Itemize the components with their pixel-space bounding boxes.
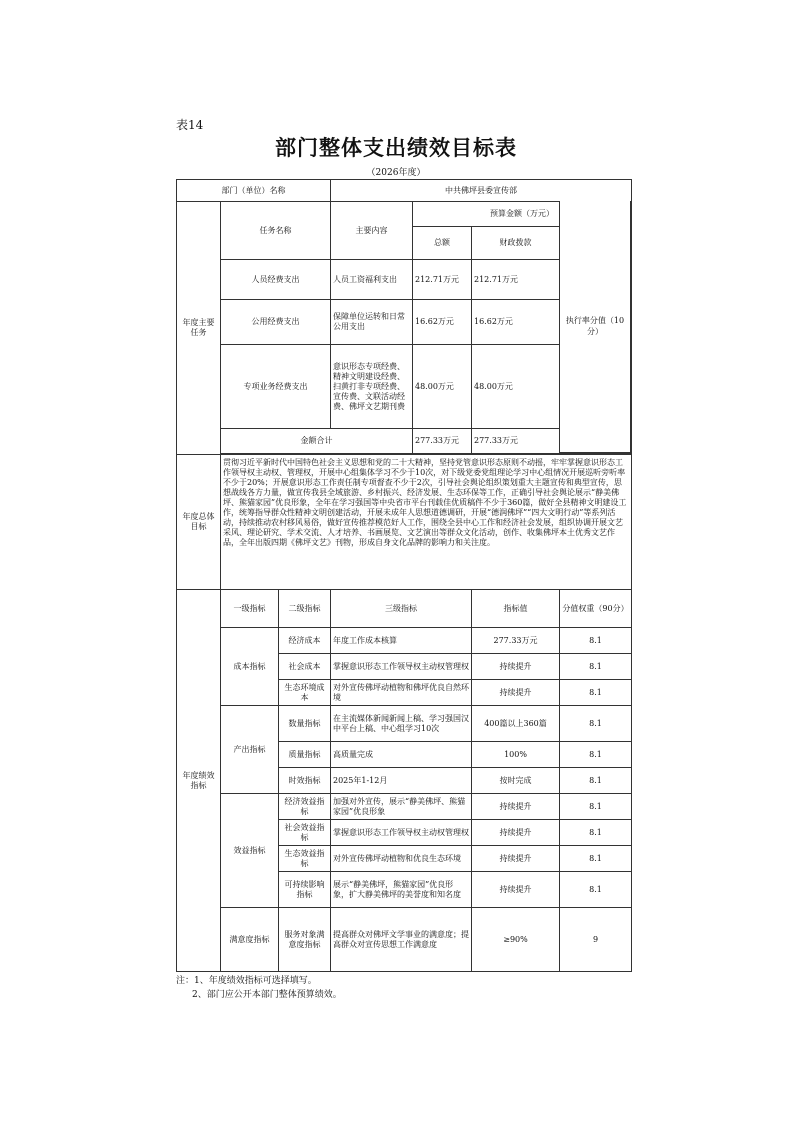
indicator-value: 持续提升 — [472, 794, 560, 820]
indicator-weight: 8.1 — [560, 872, 632, 908]
level3-text: 掌握意识形态工作领导权主动权管理权 — [331, 654, 472, 680]
indicator-row — [177, 628, 632, 654]
level2-label: 时效指标 — [279, 768, 331, 794]
indicator-weight: 8.1 — [560, 680, 632, 706]
level1-label: 满意度指标 — [221, 908, 279, 972]
task-fiscal: 212.71万元 — [472, 260, 560, 300]
sum-total: 277.33万元 — [413, 429, 472, 454]
overall-goal-row — [177, 455, 632, 590]
task-name-header: 任务名称 — [221, 202, 331, 260]
task-total: 48.00万元 — [413, 345, 472, 429]
indicator-weight: 8.1 — [560, 654, 632, 680]
task-total: 16.62万元 — [413, 300, 472, 345]
value-header: 指标值 — [472, 590, 560, 628]
indicator-value: 100% — [472, 742, 560, 768]
indicator-value: 按时完成 — [472, 768, 560, 794]
indicator-value: 持续提升 — [472, 872, 560, 908]
page-title: 部门整体支出绩效目标表 — [275, 135, 517, 160]
indicator-weight: 8.1 — [560, 742, 632, 768]
sum-label: 金额合计 — [221, 429, 413, 454]
indicator-value: 持续提升 — [472, 846, 560, 872]
indicator-value: 277.33万元 — [472, 628, 560, 654]
indicator-row — [177, 908, 632, 972]
indicator-weight: 8.1 — [560, 768, 632, 794]
indicator-weight: 9 — [560, 908, 632, 972]
level2-label: 可持续影响指标 — [279, 872, 331, 908]
level3-text: 加强对外宣传，展示“静美佛坪、熊猫家园”优良形象 — [331, 794, 472, 820]
task-content: 保障单位运转和日常公用支出 — [331, 300, 413, 345]
level2-label: 数量指标 — [279, 706, 331, 742]
level3-text: 掌握意识形态工作领导权主动权管理权 — [331, 820, 472, 846]
overall-goal-label: 年度总体目标 — [177, 455, 221, 590]
level1-label: 产出指标 — [221, 706, 279, 794]
level1-label: 成本指标 — [221, 628, 279, 706]
table-number-label: 表14 — [176, 118, 204, 132]
level2-label: 服务对象满意度指标 — [279, 908, 331, 972]
task-name: 公用经费支出 — [221, 300, 331, 345]
level2-label: 生态环境成本 — [279, 680, 331, 706]
indicator-value: 持续提升 — [472, 654, 560, 680]
level2-label: 经济成本 — [279, 628, 331, 654]
performance-section-label: 年度绩效指标 — [177, 590, 221, 972]
task-fiscal: 48.00万元 — [472, 345, 560, 429]
dept-label: 部门（单位）名称 — [177, 180, 331, 202]
indicator-value: 持续提升 — [472, 680, 560, 706]
level3-text: 在主流媒体新闻新闻上稿、学习强国汉中平台上稿、中心组学习10次 — [331, 706, 472, 742]
level2-label: 生态效益指标 — [279, 846, 331, 872]
dept-row — [177, 180, 632, 202]
level3-header: 三级指标 — [331, 590, 472, 628]
sum-fiscal: 277.33万元 — [472, 429, 560, 454]
level2-label: 社会成本 — [279, 654, 331, 680]
performance-header-row — [177, 590, 632, 628]
indicator-row — [177, 706, 632, 742]
indicator-value: ≥90% — [472, 908, 560, 972]
notes — [176, 974, 342, 1002]
level3-text: 高质量完成 — [331, 742, 472, 768]
indicator-value: 400篇以上360篇 — [472, 706, 560, 742]
level2-label: 质量指标 — [279, 742, 331, 768]
level3-text: 展示“静美佛坪，熊猫家园”优良形象，扩大静美佛坪的美誉度和知名度 — [331, 872, 472, 908]
budget-total-header: 总额 — [413, 227, 472, 260]
budget-fiscal-header: 财政拨款 — [472, 227, 560, 260]
task-total: 212.71万元 — [413, 260, 472, 300]
weight-header: 分值权重（90分） — [560, 590, 632, 628]
level3-text: 2025年1-12月 — [331, 768, 472, 794]
indicator-weight: 8.1 — [560, 628, 632, 654]
tasks-section-label: 年度主要任务 — [177, 202, 221, 455]
level1-header: 一级指标 — [221, 590, 279, 628]
budget-header: 预算金额（万元） — [413, 202, 632, 227]
level2-header: 二级指标 — [279, 590, 331, 628]
dept-value: 中共佛坪县委宣传部 — [331, 180, 632, 202]
overall-goal-text: 贯彻习近平新时代中国特色社会主义思想和党的二十大精神，坚持党管意识形态原则不动摇，牢牢掌握意识形态工作领导权主动权、管理权，开展中心组集体学习不少于10次，对下级党委党组理论学习中心组情况开展巡听旁听率不少于20%；开展意识形态工作责任制专项督查不少于2次，引导社会舆论组织策划重大主题宣传和典型宣传，思想战线各方力量，做宣传我县全域旅游、乡村振兴、经济发展、生态环保等工作，正确引导社会舆论展示“静美佛坪、熊猫家园”优良形象，全年在学习强国等中央省市平台刊载佳优质稿件不少于360篇，做好全县精神文明建设工作，统筹指导群众性精神文明创建活动，开展未成年人思想道德调研，开展“德润佛坪”“四大文明行动”等系列活动，持续推动农村移风易俗，做好宣传推荐模范好人工作，围绕全县中心工作和经济社会发展，组织协调开展文艺采风、理论研究、学术交流、人才培养、书画展览、文艺演出等群众文化活动，创作、收集佛坪本土优秀文艺作品，全年出版四期《佛坪文艺》刊物，形成自身文化品牌的影响力和关注度。 — [221, 455, 632, 590]
execution-rate-label: 执行率分值（10分） — [565, 316, 625, 336]
level3-text: 年度工作成本核算 — [331, 628, 472, 654]
indicator-weight: 8.1 — [560, 820, 632, 846]
indicator-row — [177, 794, 632, 820]
task-name: 人员经费支出 — [221, 260, 331, 300]
task-fiscal: 16.62万元 — [472, 300, 560, 345]
execution-rate-cell — [559, 201, 631, 453]
note-line-2: 2、部门应公开本部门整体预算绩效。 — [192, 990, 342, 1000]
level3-text: 对外宣传佛坪动植物和佛坪优良自然环境 — [331, 680, 472, 706]
indicator-value: 持续提升 — [472, 820, 560, 846]
level3-text: 对外宣传佛坪动植物和优良生态环境 — [331, 846, 472, 872]
task-name: 专项业务经费支出 — [221, 345, 331, 429]
task-content: 人员工资福利支出 — [331, 260, 413, 300]
year-label: （2026年度） — [366, 168, 426, 178]
indicator-weight: 8.1 — [560, 794, 632, 820]
indicator-weight: 8.1 — [560, 846, 632, 872]
level2-label: 社会效益指标 — [279, 820, 331, 846]
task-content: 意识形态专项经费、精神文明建设经费、扫黄打非专项经费、宣传费、文联活动经费、佛坪文艺期刊费 — [331, 345, 413, 429]
level2-label: 经济效益指标 — [279, 794, 331, 820]
level1-label: 效益指标 — [221, 794, 279, 908]
level3-text: 提高群众对佛坪文学事业的满意度；提高群众对宣传思想工作满意度 — [331, 908, 472, 972]
task-content-header: 主要内容 — [331, 202, 413, 260]
indicator-weight: 8.1 — [560, 706, 632, 742]
note-line-1: 注：1、年度绩效指标可选择填写。 — [176, 976, 317, 986]
